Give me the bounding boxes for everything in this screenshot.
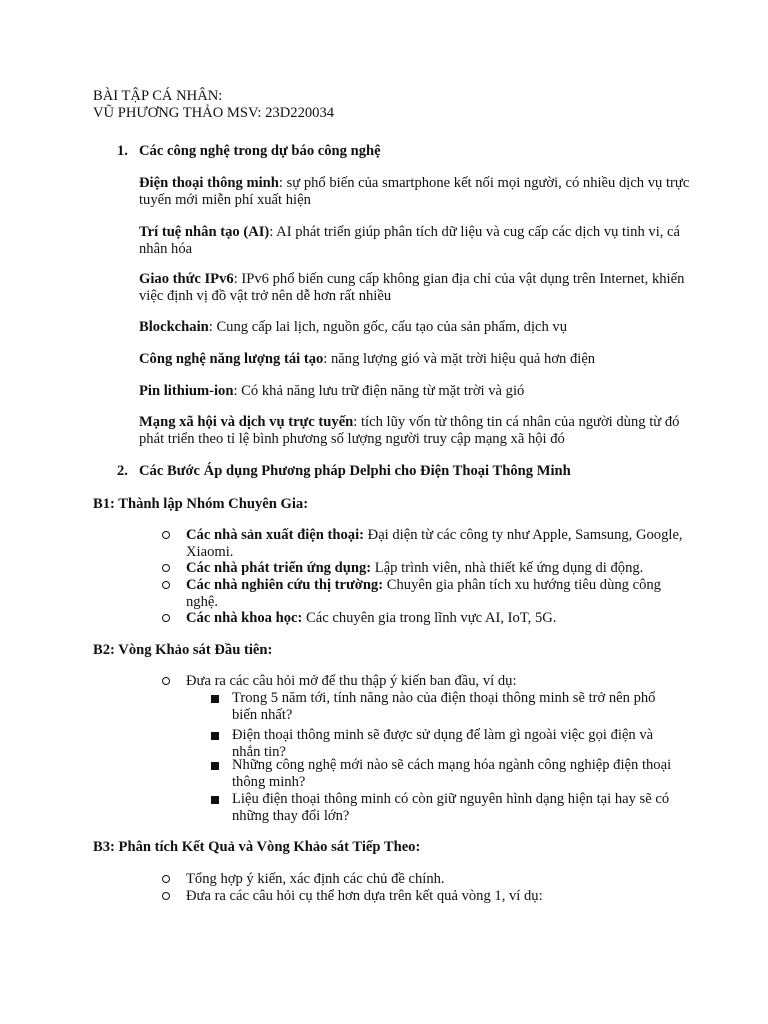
b1-heading: B1: Thành lập Nhóm Chuyên Gia: <box>93 496 309 512</box>
tech-term: Giao thức IPv6 <box>139 271 234 287</box>
survey-question: Điện thoại thông minh sẽ được sử dụng để làm gì ngoài việc gọi điện và nhắn tin? <box>232 727 654 760</box>
square-bullet-icon <box>211 695 219 703</box>
tech-description: : AI phát triển giúp phân tích dữ liệu và cug cấp các dịch vụ tinh vi, cá nhân hóa <box>139 224 681 257</box>
survey-question: Liệu điện thoại thông minh có còn giữ nguyên hình dạng hiện tại hay sẽ có những thay đổi lớn? <box>232 791 670 824</box>
square-bullet-icon <box>211 732 219 740</box>
assignment-title: BÀI TẬP CÁ NHÂN: <box>93 88 223 104</box>
circle-bullet-icon <box>162 614 172 624</box>
tech-description: : Có khả năng lưu trữ điện năng từ mặt trời và gió <box>233 383 525 399</box>
tech-term: Trí tuệ nhân tạo (AI) <box>139 224 270 240</box>
tech-description: : năng lượng gió và mặt trời hiệu quả hơn điện <box>323 351 596 367</box>
tech-item-blockchain <box>139 319 699 336</box>
section-1-number: 1. <box>117 143 128 159</box>
survey-question: Những công nghệ mới nào sẽ cách mạng hóa ngành công nghiệp điện thoại thông minh? <box>232 757 672 790</box>
tech-term: Điện thoại thông minh <box>139 175 279 191</box>
circle-bullet-icon <box>162 531 172 541</box>
expert-item: Các nhà sản xuất điện thoại: Đại diện từ các công ty như Apple, Samsung, Google, Xiaomi. <box>186 527 683 560</box>
circle-bullet-icon <box>162 564 172 574</box>
section-2-number: 2. <box>117 463 128 479</box>
tech-item-renewable-energy <box>139 351 699 368</box>
tech-description: : sự phổ biến của smartphone kết nối mọi người, có nhiều dịch vụ trực tuyến mới miễn phí xuất hiện <box>139 175 690 208</box>
b3-heading: B3: Phân tích Kết Quả và Vòng Khảo sát Tiếp Theo: <box>93 839 421 855</box>
analysis-item: Đưa ra các câu hỏi cụ thể hơn dựa trên kết quả vòng 1, ví dụ: <box>186 888 543 904</box>
circle-bullet-icon <box>162 677 172 687</box>
tech-description: : Cung cấp lai lịch, nguồn gốc, cấu tạo của sản phẩm, dịch vụ <box>208 319 568 335</box>
analysis-item: Tổng hợp ý kiến, xác định các chủ đề chính. <box>186 871 445 887</box>
section-1-title: Các công nghệ trong dự báo công nghệ <box>139 143 381 159</box>
expert-item: Các nhà nghiên cứu thị trường: Chuyên gia phân tích xu hướng tiêu dùng công nghệ. <box>186 577 661 610</box>
tech-description: : IPv6 phổ biến cung cấp không gian địa chỉ của vật dụng trên Internet, khiến việc định vị đồ vật trở nên dễ hơn rất nhiều <box>139 271 685 304</box>
tech-term: Pin lithium-ion <box>139 383 234 399</box>
tech-item-ipv6 <box>139 271 699 305</box>
tech-item-lithium-battery <box>139 383 699 400</box>
tech-item-ai <box>139 224 699 258</box>
tech-description: : tích lũy vốn từ thông tin cá nhân của người dùng từ đó phát triển theo tỉ lệ bình phương số lượng người truy cập mạng xã hội đó <box>139 414 680 447</box>
circle-bullet-icon <box>162 581 172 591</box>
student-info: VŨ PHƯƠNG THẢO MSV: 23D220034 <box>93 105 335 121</box>
tech-term: Mạng xã hội và dịch vụ trực tuyến <box>139 414 354 430</box>
expert-item: Các nhà phát triển ứng dụng: Lập trình viên, nhà thiết kế ứng dụng di động. <box>186 560 644 576</box>
square-bullet-icon <box>211 762 219 770</box>
section-2-title: Các Bước Áp dụng Phương pháp Delphi cho Điện Thoại Thông Minh <box>139 463 571 479</box>
square-bullet-icon <box>211 796 219 804</box>
tech-term: Blockchain <box>139 319 209 335</box>
survey-intro: Đưa ra các câu hỏi mở để thu thập ý kiến ban đầu, ví dụ: <box>186 673 517 689</box>
tech-item-social-media <box>139 414 699 448</box>
survey-question: Trong 5 năm tới, tính năng nào của điện thoại thông minh sẽ trở nên phổ biến nhất? <box>232 690 656 723</box>
b2-heading: B2: Vòng Khảo sát Đầu tiên: <box>93 642 273 658</box>
expert-item: Các nhà khoa học: Các chuyên gia trong lĩnh vực AI, IoT, 5G. <box>186 610 557 626</box>
document-header <box>93 88 334 122</box>
circle-bullet-icon <box>162 892 172 902</box>
section-1-heading <box>117 143 381 160</box>
tech-term: Công nghệ năng lượng tái tạo <box>139 351 324 367</box>
circle-bullet-icon <box>162 875 172 885</box>
section-2-heading <box>117 463 571 480</box>
tech-item-smartphone <box>139 175 699 209</box>
